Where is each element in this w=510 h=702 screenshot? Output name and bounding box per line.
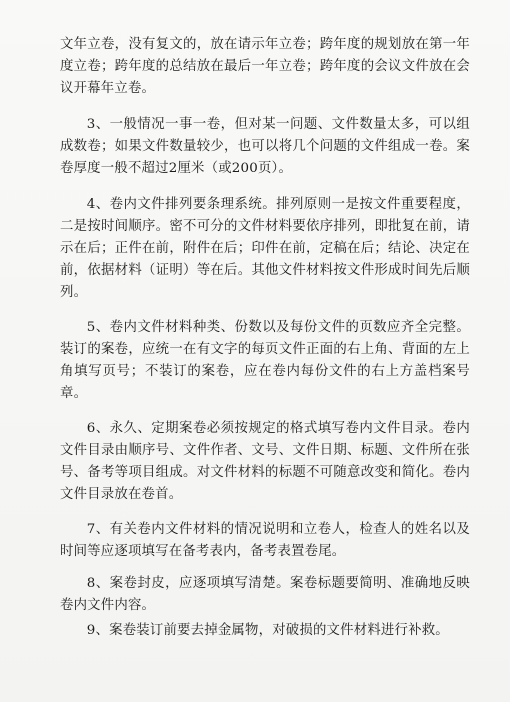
- paragraph-item-5: 5、卷内文件材料种类、份数以及每份文件的页数应齐全完整。装订的案卷，应统一在有文字的每页文件正面的右上角、背面的左上角填写页号；不装订的案卷，应在卷内每份文件的右上方盖档案号章。: [60, 320, 470, 401]
- paragraph-item-3: 3、一般情况一事一卷，但对某一问题、文件数量太多，可以组成数卷；如果文件数量较少，也可以将几个问题的文件组成一卷。案卷厚度一般不超过2厘米（或200页）。: [60, 117, 470, 176]
- paragraph-item-8: 8、案卷封皮，应逐项填写清楚。案卷标题要简明、准确地反映卷内文件内容。: [60, 576, 470, 613]
- paragraph-item-4: 4、卷内文件排列要条理系统。排列原则一是按文件重要程度，二是按时间顺序。密不可分的文件材料要依序排列，即批复在前，请示在后；正件在前，附件在后；印件在前，定稿在后；结论、决定在前，依据材料（证明）等在后。其他文件材料按文件形成时间先后顺列。: [60, 197, 470, 300]
- paragraph-continuation: 文年立卷，没有复文的，放在请示年立卷；跨年度的规划放在第一年度立卷；跨年度的总结放在最后一年立卷；跨年度的会议文件放在会议开幕年立卷。: [60, 37, 470, 96]
- paragraph-item-7: 7、有关卷内文件材料的情况说明和立卷人，检查人的姓名以及时间等应逐项填写在备考表内，备考表置卷尾。: [60, 522, 470, 559]
- paragraph-item-6: 6、永久、定期案卷必须按规定的格式填写卷内文件目录。卷内文件目录由顺序号、文件作者、文号、文件日期、标题、文件所在张号、备考等项目组成。对文件材料的标题不可随意改变和简化。卷内文件目录放在卷首。: [60, 421, 470, 502]
- paragraph-item-9: 9、案卷装订前要去掉金属物，对破损的文件材料进行补救。: [86, 623, 449, 638]
